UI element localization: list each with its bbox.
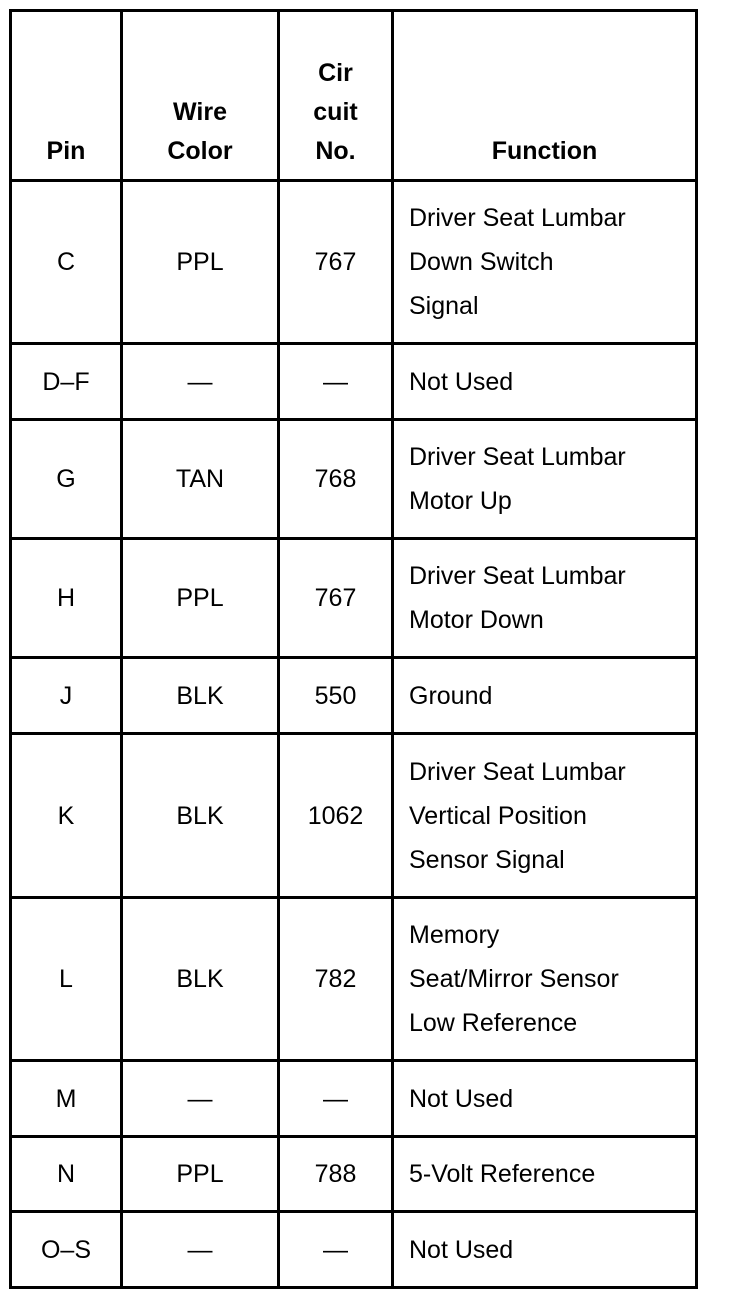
circuit-number-cell: 782 bbox=[279, 898, 393, 1061]
circuit-number-cell: — bbox=[279, 1061, 393, 1137]
wire-color-column-header: Wire Color bbox=[122, 11, 279, 181]
wire-color-cell: — bbox=[122, 1212, 279, 1288]
circuit-number-cell: 768 bbox=[279, 420, 393, 539]
wire-color-cell: PPL bbox=[122, 1137, 279, 1212]
circuit-number-cell: 550 bbox=[279, 658, 393, 734]
function-cell: Not Used bbox=[393, 1061, 697, 1137]
table-row bbox=[11, 1061, 697, 1137]
wire-color-cell: BLK bbox=[122, 734, 279, 898]
wire-color-cell: BLK bbox=[122, 898, 279, 1061]
function-cell: Driver Seat Lumbar Down Switch Signal bbox=[393, 181, 697, 344]
pin-cell: C bbox=[11, 181, 122, 344]
circuit-number-column-header: Cir cuit No. bbox=[279, 11, 393, 181]
function-cell: Not Used bbox=[393, 1212, 697, 1288]
wire-color-cell: — bbox=[122, 344, 279, 420]
pin-cell: D–F bbox=[11, 344, 122, 420]
table-row bbox=[11, 898, 697, 1061]
function-cell: Not Used bbox=[393, 344, 697, 420]
table-row bbox=[11, 181, 697, 344]
pin-cell: J bbox=[11, 658, 122, 734]
circuit-number-cell: — bbox=[279, 344, 393, 420]
wire-color-cell: PPL bbox=[122, 539, 279, 658]
function-cell: Driver Seat Lumbar Motor Up bbox=[393, 420, 697, 539]
wire-color-cell: TAN bbox=[122, 420, 279, 539]
function-cell: Driver Seat Lumbar Motor Down bbox=[393, 539, 697, 658]
circuit-number-cell: 767 bbox=[279, 539, 393, 658]
pin-cell: L bbox=[11, 898, 122, 1061]
connector-pinout-table bbox=[9, 9, 698, 1289]
function-cell: 5-Volt Reference bbox=[393, 1137, 697, 1212]
pin-cell: G bbox=[11, 420, 122, 539]
pin-cell: H bbox=[11, 539, 122, 658]
header-row bbox=[11, 11, 697, 181]
pin-cell: N bbox=[11, 1137, 122, 1212]
function-cell: Ground bbox=[393, 658, 697, 734]
wire-color-cell: PPL bbox=[122, 181, 279, 344]
pin-column-header: Pin bbox=[11, 11, 122, 181]
wire-color-cell: — bbox=[122, 1061, 279, 1137]
circuit-number-cell: 788 bbox=[279, 1137, 393, 1212]
circuit-number-cell: 1062 bbox=[279, 734, 393, 898]
pin-cell: K bbox=[11, 734, 122, 898]
function-cell: Driver Seat Lumbar Vertical Position Sensor Signal bbox=[393, 734, 697, 898]
table-row bbox=[11, 658, 697, 734]
circuit-number-cell: 767 bbox=[279, 181, 393, 344]
table-row bbox=[11, 1212, 697, 1288]
table-row bbox=[11, 344, 697, 420]
circuit-number-cell: — bbox=[279, 1212, 393, 1288]
function-column-header: Function bbox=[393, 11, 697, 181]
pin-cell: O–S bbox=[11, 1212, 122, 1288]
table-row bbox=[11, 1137, 697, 1212]
wire-color-cell: BLK bbox=[122, 658, 279, 734]
table-row bbox=[11, 539, 697, 658]
table-row bbox=[11, 734, 697, 898]
pin-cell: M bbox=[11, 1061, 122, 1137]
table-row bbox=[11, 420, 697, 539]
function-cell: Memory Seat/Mirror Sensor Low Reference bbox=[393, 898, 697, 1061]
